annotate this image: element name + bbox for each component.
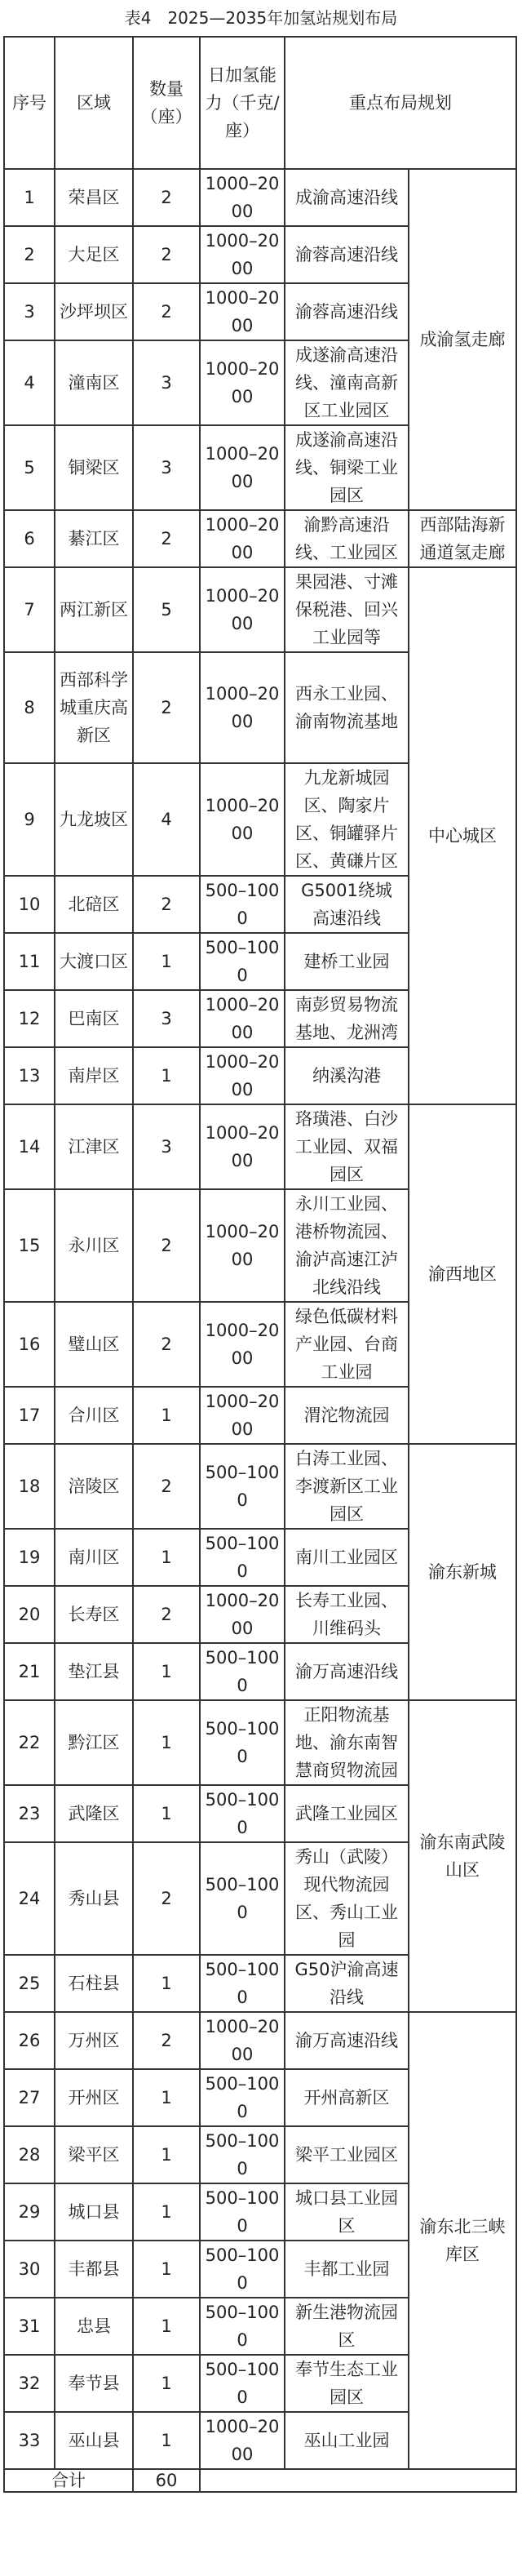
cell-district: 南岸区 [55, 1047, 133, 1104]
table-row [4, 2012, 516, 2069]
cell-capacity: 500–1000 [200, 2069, 285, 2126]
cell-no: 29 [4, 2183, 55, 2241]
cell-count: 4 [133, 763, 200, 876]
cell-count: 1 [133, 1785, 200, 1842]
cell-count: 1 [133, 1643, 200, 1700]
cell-count: 1 [133, 2355, 200, 2412]
cell-capacity: 500–1000 [200, 876, 285, 933]
cell-region-group: 西部陆海新通道氢走廊 [409, 510, 516, 567]
cell-count: 1 [133, 2183, 200, 2241]
cell-count: 5 [133, 567, 200, 652]
cell-district: 武隆区 [55, 1785, 133, 1842]
cell-capacity: 1000–2000 [200, 169, 285, 226]
cell-district: 黔江区 [55, 1700, 133, 1785]
cell-count: 1 [133, 2298, 200, 2355]
cell-no: 1 [4, 169, 55, 226]
cell-plan: 武隆工业园区 [285, 1785, 409, 1842]
cell-plan: G5001绕城高速沿线 [285, 876, 409, 933]
cell-plan: 九龙新城园区、陶家片区、铜罐驿片区、黄磏片区 [285, 763, 409, 876]
cell-no: 15 [4, 1189, 55, 1302]
cell-no: 27 [4, 2069, 55, 2126]
cell-district: 璧山区 [55, 1302, 133, 1387]
cell-no: 7 [4, 567, 55, 652]
cell-no: 30 [4, 2241, 55, 2298]
cell-district: 忠县 [55, 2298, 133, 2355]
cell-plan: 永川工业园、港桥物流园、渝泸高速江泸北线沿线 [285, 1189, 409, 1302]
cell-count: 2 [133, 1189, 200, 1302]
cell-district: 铜梁区 [55, 425, 133, 510]
cell-no: 24 [4, 1842, 55, 1955]
header-row [4, 37, 516, 169]
cell-plan: 巫山工业园 [285, 2412, 409, 2469]
cell-plan: 丰都工业园 [285, 2241, 409, 2298]
cell-capacity: 1000–2000 [200, 340, 285, 425]
cell-capacity: 1000–2000 [200, 567, 285, 652]
cell-no: 10 [4, 876, 55, 933]
cell-plan: 新生港物流园区 [285, 2298, 409, 2355]
cell-capacity: 500–1000 [200, 2355, 285, 2412]
cell-no: 21 [4, 1643, 55, 1700]
cell-district: 两江新区 [55, 567, 133, 652]
cell-capacity: 500–1000 [200, 1643, 285, 1700]
cell-district: 丰都县 [55, 2241, 133, 2298]
cell-no: 23 [4, 1785, 55, 1842]
cell-plan: 长寿工业园、川维码头 [285, 1586, 409, 1643]
cell-no: 32 [4, 2355, 55, 2412]
cell-capacity: 500–1000 [200, 2183, 285, 2241]
cell-plan: G50沪渝高速沿线 [285, 1955, 409, 2012]
cell-capacity: 1000–2000 [200, 2412, 285, 2469]
cell-district: 綦江区 [55, 510, 133, 567]
cell-no: 25 [4, 1955, 55, 2012]
cell-plan: 正阳物流基地、渝东南智慧商贸物流园 [285, 1700, 409, 1785]
cell-district: 大渡口区 [55, 933, 133, 990]
cell-plan: 奉节生态工业园区 [285, 2355, 409, 2412]
cell-no: 28 [4, 2126, 55, 2183]
cell-count: 1 [133, 1047, 200, 1104]
cell-plan: 渝万高速沿线 [285, 1643, 409, 1700]
header-capacity: 日加氢能力（千克/座） [200, 37, 285, 169]
cell-count: 1 [133, 2412, 200, 2469]
cell-region-group: 中心城区 [409, 567, 516, 1104]
cell-count: 2 [133, 876, 200, 933]
cell-district: 开州区 [55, 2069, 133, 2126]
cell-count: 2 [133, 283, 200, 340]
header-count: 数量（座） [133, 37, 200, 169]
cell-district: 永川区 [55, 1189, 133, 1302]
cell-district: 长寿区 [55, 1586, 133, 1643]
cell-capacity: 1000–2000 [200, 226, 285, 283]
total-label: 合计 [4, 2469, 133, 2492]
cell-district: 巫山县 [55, 2412, 133, 2469]
cell-count: 3 [133, 340, 200, 425]
cell-capacity: 500–1000 [200, 1842, 285, 1955]
cell-no: 5 [4, 425, 55, 510]
cell-no: 26 [4, 2012, 55, 2069]
cell-capacity: 1000–2000 [200, 1047, 285, 1104]
cell-count: 2 [133, 652, 200, 763]
header-no: 序号 [4, 37, 55, 169]
cell-district: 九龙坡区 [55, 763, 133, 876]
cell-district: 江津区 [55, 1104, 133, 1189]
cell-capacity: 1000–2000 [200, 1104, 285, 1189]
cell-plan: 成遂渝高速沿线、潼南高新区工业园区 [285, 340, 409, 425]
cell-district: 荣昌区 [55, 169, 133, 226]
cell-capacity: 500–1000 [200, 1955, 285, 2012]
cell-no: 33 [4, 2412, 55, 2469]
cell-plan: 城口县工业园区 [285, 2183, 409, 2241]
cell-count: 1 [133, 2126, 200, 2183]
cell-plan: 开州高新区 [285, 2069, 409, 2126]
cell-no: 20 [4, 1586, 55, 1643]
cell-plan: 渝蓉高速沿线 [285, 283, 409, 340]
hydrogen-station-table [3, 36, 517, 2493]
cell-district: 涪陵区 [55, 1444, 133, 1529]
cell-capacity: 1000–2000 [200, 510, 285, 567]
cell-plan: 渝黔高速沿线、工业园区 [285, 510, 409, 567]
cell-no: 22 [4, 1700, 55, 1785]
table-body [4, 169, 516, 2492]
cell-capacity: 500–1000 [200, 2126, 285, 2183]
cell-plan: 白涛工业园、李渡新区工业园区 [285, 1444, 409, 1529]
cell-district: 石柱县 [55, 1955, 133, 2012]
cell-plan: 绿色低碳材料产业园、台商工业园 [285, 1302, 409, 1387]
cell-capacity: 500–1000 [200, 2241, 285, 2298]
cell-region-group: 渝西地区 [409, 1104, 516, 1444]
cell-no: 4 [4, 340, 55, 425]
cell-capacity: 1000–2000 [200, 990, 285, 1047]
table-row [4, 1700, 516, 1785]
cell-capacity: 500–1000 [200, 2298, 285, 2355]
cell-count: 3 [133, 1104, 200, 1189]
cell-no: 8 [4, 652, 55, 763]
cell-count: 2 [133, 169, 200, 226]
total-count: 60 [133, 2469, 200, 2492]
cell-capacity: 1000–2000 [200, 1189, 285, 1302]
cell-region-group: 渝东新城 [409, 1444, 516, 1700]
cell-plan: 渭沱物流园 [285, 1387, 409, 1444]
cell-district: 南川区 [55, 1529, 133, 1586]
cell-no: 12 [4, 990, 55, 1047]
cell-no: 6 [4, 510, 55, 567]
total-empty [200, 2469, 516, 2492]
cell-count: 1 [133, 2069, 200, 2126]
cell-district: 大足区 [55, 226, 133, 283]
cell-plan: 纳溪沟港 [285, 1047, 409, 1104]
cell-plan: 成遂渝高速沿线、铜梁工业园区 [285, 425, 409, 510]
cell-capacity: 1000–2000 [200, 425, 285, 510]
cell-no: 2 [4, 226, 55, 283]
cell-plan: 梁平工业园区 [285, 2126, 409, 2183]
cell-plan: 珞璜港、白沙工业园、双福园区 [285, 1104, 409, 1189]
cell-plan: 秀山（武陵）现代物流园区、秀山工业园 [285, 1842, 409, 1955]
cell-count: 3 [133, 425, 200, 510]
cell-no: 9 [4, 763, 55, 876]
cell-region-group: 成渝氢走廊 [409, 169, 516, 510]
cell-district: 潼南区 [55, 340, 133, 425]
cell-no: 14 [4, 1104, 55, 1189]
cell-capacity: 1000–2000 [200, 1586, 285, 1643]
cell-no: 13 [4, 1047, 55, 1104]
cell-capacity: 500–1000 [200, 933, 285, 990]
cell-count: 3 [133, 990, 200, 1047]
cell-plan: 南川工业园区 [285, 1529, 409, 1586]
cell-district: 奉节县 [55, 2355, 133, 2412]
cell-no: 31 [4, 2298, 55, 2355]
cell-district: 垫江县 [55, 1643, 133, 1700]
cell-district: 西部科学城重庆高新区 [55, 652, 133, 763]
cell-plan: 建桥工业园 [285, 933, 409, 990]
cell-count: 1 [133, 1955, 200, 2012]
cell-count: 2 [133, 226, 200, 283]
cell-capacity: 500–1000 [200, 1785, 285, 1842]
cell-region-group: 渝东南武陵山区 [409, 1700, 516, 2012]
cell-district: 城口县 [55, 2183, 133, 2241]
header-district: 区域 [55, 37, 133, 169]
cell-no: 18 [4, 1444, 55, 1529]
header-plan: 重点布局规划 [285, 37, 516, 169]
cell-capacity: 1000–2000 [200, 1387, 285, 1444]
cell-capacity: 500–1000 [200, 1529, 285, 1586]
cell-plan: 渝蓉高速沿线 [285, 226, 409, 283]
table-row [4, 169, 516, 226]
cell-district: 合川区 [55, 1387, 133, 1444]
cell-no: 17 [4, 1387, 55, 1444]
table-row [4, 567, 516, 652]
cell-count: 2 [133, 1444, 200, 1529]
cell-district: 秀山县 [55, 1842, 133, 1955]
cell-no: 16 [4, 1302, 55, 1387]
cell-count: 2 [133, 2012, 200, 2069]
table-row [4, 510, 516, 567]
cell-plan: 西永工业园、渝南物流基地 [285, 652, 409, 763]
cell-count: 1 [133, 1700, 200, 1785]
cell-count: 2 [133, 510, 200, 567]
cell-count: 1 [133, 933, 200, 990]
cell-capacity: 1000–2000 [200, 2012, 285, 2069]
cell-plan: 成渝高速沿线 [285, 169, 409, 226]
cell-count: 2 [133, 1842, 200, 1955]
cell-capacity: 1000–2000 [200, 283, 285, 340]
table-row [4, 1104, 516, 1189]
cell-capacity: 500–1000 [200, 1700, 285, 1785]
table-caption: 表4 2025—2035年加氢站规划布局 [124, 8, 398, 28]
cell-capacity: 1000–2000 [200, 652, 285, 763]
cell-plan: 果园港、寸滩保税港、回兴工业园等 [285, 567, 409, 652]
cell-region-group: 渝东北三峡库区 [409, 2012, 516, 2469]
cell-district: 巴南区 [55, 990, 133, 1047]
cell-no: 11 [4, 933, 55, 990]
cell-district: 沙坪坝区 [55, 283, 133, 340]
cell-count: 2 [133, 1302, 200, 1387]
cell-count: 2 [133, 1586, 200, 1643]
cell-no: 19 [4, 1529, 55, 1586]
cell-plan: 南彭贸易物流基地、龙洲湾 [285, 990, 409, 1047]
cell-district: 北碚区 [55, 876, 133, 933]
cell-plan: 渝万高速沿线 [285, 2012, 409, 2069]
total-row [4, 2469, 516, 2492]
cell-capacity: 500–1000 [200, 1444, 285, 1529]
cell-no: 3 [4, 283, 55, 340]
cell-district: 万州区 [55, 2012, 133, 2069]
cell-capacity: 1000–2000 [200, 763, 285, 876]
cell-district: 梁平区 [55, 2126, 133, 2183]
cell-capacity: 1000–2000 [200, 1302, 285, 1387]
cell-count: 1 [133, 1387, 200, 1444]
table-row [4, 1444, 516, 1529]
cell-count: 1 [133, 2241, 200, 2298]
cell-count: 1 [133, 1529, 200, 1586]
